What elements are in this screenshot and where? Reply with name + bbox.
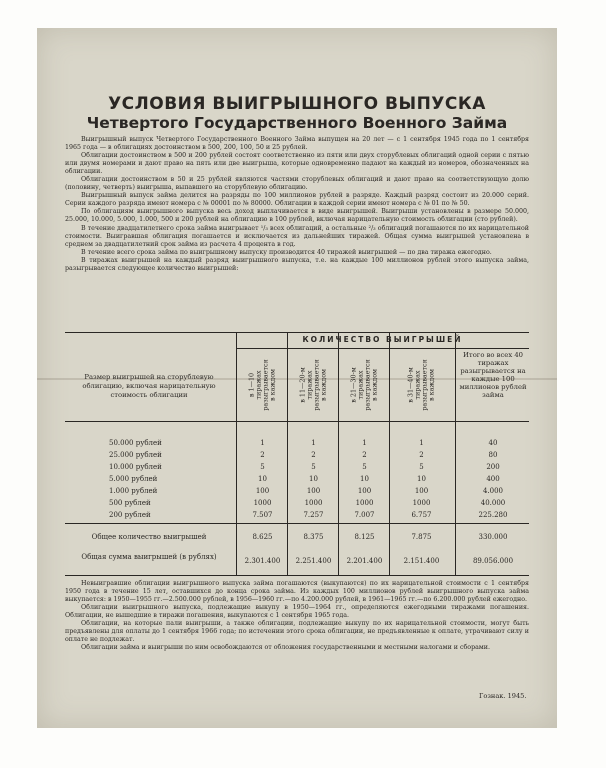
- prize-size-label: 25.000 рублей: [109, 451, 162, 459]
- table-cell: 5: [362, 463, 367, 471]
- table-cell: 6.757: [411, 511, 432, 519]
- table-cell: 5: [419, 463, 424, 471]
- table-cell: 2: [260, 451, 265, 459]
- table-cell: 2: [311, 451, 316, 459]
- table-cell: 1: [260, 439, 265, 447]
- redemption-terms: [65, 580, 529, 652]
- table-cell: 100: [255, 487, 270, 495]
- total-count-label: Общее количество выигрышей: [91, 533, 207, 541]
- terms-body: [65, 136, 529, 273]
- total-count-cell: 7.875: [411, 533, 432, 541]
- paragraph: Невыигравшие облигации выигрышного выпуска займа погашаются (выкупаются) по их нарицательной стоимости с 1 сентября 1950 года в течение 15 лет, оставшихся до конца срока займа. Из каждых 100 миллионов рублей выигрышного выпуска займа выкупается: в 1950—1955 гг.—2.500.000 рублей, в 1956—1960 гг.—по 4.200.000 рублей, в 1961—1965 гг.—по 6.200.000 рублей ежегодно.: [65, 580, 529, 604]
- table-cell: 5: [260, 463, 265, 471]
- total-sum-cell: 2.201.400: [346, 557, 383, 565]
- table-cell-total: 4.000: [482, 487, 504, 495]
- column-header-draws-11-20: в 11—20-м тиражах разыгрывается в каждом: [298, 359, 328, 411]
- total-sum-cell: 2.251.400: [295, 557, 332, 565]
- table-cell: 7.007: [354, 511, 375, 519]
- total-count-cell: 8.375: [303, 533, 324, 541]
- table-cell: 1: [419, 439, 424, 447]
- total-sum-cell: 2.151.400: [403, 557, 440, 565]
- paragraph: В тиражах выигрышей на каждый разряд выигрышного выпуска, т.е. на каждые 100 миллионов рублей этого выпуска займа, разыгрывается следующее количество выигрышей:: [65, 256, 529, 272]
- paragraph: Облигации выигрышного выпуска, подлежащие выкупу в 1950—1964 гг., определяются ежегодными тиражами погашения. Облигации, не вышедшие в тиражи погашения, выкупаются с 1 сентября 1965 года.: [65, 604, 529, 620]
- paragraph: Облигации займа и выигрыши по ним освобождаются от обложения государственными и местными налогами и сборами.: [81, 644, 490, 652]
- prize-table: [65, 332, 529, 576]
- column-header-draws-1-10: в 1—10 тиражах разыгрывается в каждом: [247, 359, 277, 411]
- table-cell: 1000: [253, 499, 272, 507]
- document-title: УСЛОВИЯ ВЫИГРЫШНОГО ВЫПУСКА: [108, 94, 486, 114]
- table-cell-total: 225.280: [478, 511, 508, 519]
- table-cell: 2: [419, 451, 424, 459]
- paragraph: В течение двадцатилетнего срока займа выигрывает ¹/₃ всех облигаций, а остальные ²/₃ облигаций погашаются по их нарицательной стоимости. Выигравшая облигация погашается и исключается из дальнейших тиражей. Общая сумма выигрышей установлена в среднем за двадцатилетний срок займа из расчета 4 процента в год.: [65, 224, 529, 248]
- table-cell: 10: [360, 475, 369, 483]
- column-header-draws-31-40: в 31—40-м тиражах разыгрывается в каждом: [406, 359, 436, 411]
- table-cell: 1000: [304, 499, 323, 507]
- table-cell-total: 200: [486, 463, 500, 471]
- paragraph: По облигациям выигрышного выпуска весь доход выплачивается в виде выигрышей. Выигрыши установлены в размере 50.000, 25.000, 10.000, 5.000, 1.000, 500 и 200 рублей на облигацию в 100 рублей, включая нарицательную стоимость облигации (сто рублей).: [65, 208, 529, 224]
- table-cell-total: 40: [488, 439, 498, 447]
- column-header-draws-21-30: в 21—30-м тиражах разыгрывается в каждом: [349, 359, 379, 411]
- table-cell: 2: [362, 451, 367, 459]
- prize-size-header: Размер выигрышей на сторублевую облигацию, включая нарицательную стоимость облигации: [82, 373, 216, 399]
- total-sum-cell: 2.301.400: [244, 557, 281, 565]
- table-cell: 1: [362, 439, 367, 447]
- table-cell: 10: [417, 475, 426, 483]
- table-cell-total: 80: [488, 451, 498, 459]
- total-sum-cell: 89.056.000: [472, 557, 514, 565]
- bond-terms-sheet: [37, 28, 557, 728]
- total-column-header: Итого во всех 40 тиражах разыгрывается на каждые 100 миллионов рублей займа: [459, 351, 527, 399]
- prize-count-header: КОЛИЧЕСТВО ВЫИГРЫШЕЙ: [302, 335, 463, 344]
- prize-size-label: 500 рублей: [109, 499, 151, 507]
- prize-size-label: 200 рублей: [109, 511, 151, 519]
- prize-size-label: 1.000 рублей: [109, 487, 158, 495]
- paragraph: В течение всего срока займа по выигрышному выпуску производится 40 тиражей выигрышей — по два тиража ежегодно.: [81, 248, 492, 256]
- paragraph: Выигрышный выпуск Четвертого Государственного Военного Займа выпущен на 20 лет — с 1 сентября 1945 года по 1 сентября 1965 года — в облигациях достоинством в 500, 200, 100, 50 и 25 рублей.: [65, 136, 529, 152]
- prize-size-label: 5.000 рублей: [109, 475, 158, 483]
- paragraph: Выигрышный выпуск займа делится на разряды по 100 миллионов рублей в разряде. Каждый разряд состоит из 20.000 серий. Серии каждого разряда имеют номера с № 00001 по № 80000. Облигации в каждой серии имеют номера с № 01 по № 50.: [65, 192, 529, 208]
- table-cell: 1000: [355, 499, 374, 507]
- total-sum-label: Общая сумма выигрышей (в рублях): [81, 553, 217, 561]
- paragraph: Облигации достоинством в 500 и 200 рублей состоят соответственно из пяти или двух сторублевых облигаций одной серии с пятью или двумя номерами и дают право на пять или две выигрыша, которые одновременно падают на каждый из номеров, обозначенных на облигации.: [65, 152, 529, 176]
- table-cell: 100: [414, 487, 429, 495]
- document-subtitle: Четвертого Государственного Военного Займа: [86, 114, 508, 132]
- table-cell: 7.507: [252, 511, 273, 519]
- total-count-cell: 8.125: [354, 533, 375, 541]
- prize-size-label: 50.000 рублей: [109, 439, 162, 447]
- total-count-cell: 8.625: [252, 533, 273, 541]
- table-cell: 1000: [412, 499, 431, 507]
- total-count-cell: 330.000: [478, 533, 508, 541]
- prize-size-label: 10.000 рублей: [109, 463, 162, 471]
- table-cell: 10: [258, 475, 267, 483]
- table-cell-total: 40.000: [480, 499, 506, 507]
- paragraph: Облигации достоинством в 50 и 25 рублей являются частями сторублевых облигаций и дают право на соответствующую долю (половину, четверть) выигрыша, выпавшего на сторублевую облигацию.: [65, 176, 529, 192]
- table-cell: 100: [357, 487, 372, 495]
- table-cell: 5: [311, 463, 316, 471]
- table-cell-total: 400: [486, 475, 500, 483]
- printer-imprint: Гознак. 1945.: [479, 692, 527, 700]
- table-cell: 1: [311, 439, 316, 447]
- paragraph: Облигации, на которые пали выигрыши, а также облигации, подлежащие выкупу по их нарицательной стоимости, могут быть предъявлены для оплаты до 1 сентября 1966 года; по истечении этого срока облигации, не предъявленные к оплате, утрачивают силу и оплате не подлежат.: [65, 620, 529, 644]
- table-cell: 10: [309, 475, 318, 483]
- table-cell: 100: [306, 487, 321, 495]
- table-cell: 7.257: [303, 511, 324, 519]
